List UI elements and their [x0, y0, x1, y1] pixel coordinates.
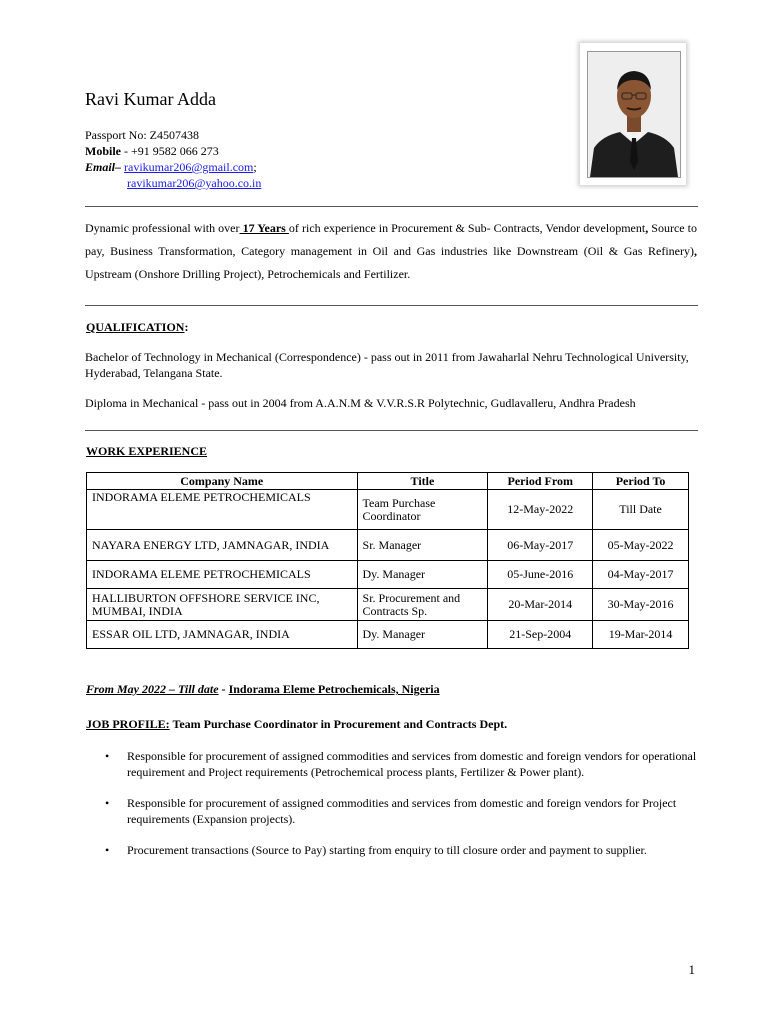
period-from-cell: 21-Sep-2004 [488, 621, 593, 649]
summary-text: Source to pay, Business Transformation, Category management in Oil and Gas industries like Downstream (Oil & Gas Refinery) [85, 221, 697, 258]
period-to-cell: Till Date [593, 490, 689, 530]
qualification-item: Diploma in Mechanical - pass out in 2004 from A.A.N.M & V.V.R.S.R Polytechnic, Gudlavalleru, Andhra Pradesh [85, 396, 636, 410]
email-link-yahoo[interactable]: ravikumar206@yahoo.co.in [127, 176, 262, 190]
divider [85, 206, 698, 207]
divider [85, 430, 698, 431]
table-header-row [87, 473, 689, 490]
column-header: Period From [488, 473, 593, 490]
table-row [87, 561, 689, 589]
company-cell: INDORAMA ELEME PETROCHEMICALS [87, 490, 358, 530]
company-cell: HALLIBURTON OFFSHORE SERVICE INC, MUMBAI, INDIA [87, 589, 358, 621]
page-number: 1 [688, 962, 695, 977]
company-cell: ESSAR OIL LTD, JAMNAGAR, INDIA [87, 621, 358, 649]
mobile-label: Mobile [85, 144, 121, 158]
email-label: Email– [85, 160, 122, 174]
email-line [85, 160, 257, 175]
passport-number: Passport No: Z4507438 [85, 128, 199, 142]
candidate-name: Ravi Kumar Adda [85, 89, 216, 109]
responsibility-list [105, 748, 705, 873]
table-row [87, 530, 689, 561]
period-from-cell: 05-June-2016 [488, 561, 593, 589]
company-cell: NAYARA ENERGY LTD, JAMNAGAR, INDIA [87, 530, 358, 561]
divider [85, 305, 698, 306]
title-cell: Team Purchase Coordinator [357, 490, 488, 530]
period-from-cell: 06-May-2017 [488, 530, 593, 561]
summary-text: of rich experience in Procurement & Sub- Contracts, Vendor development [288, 221, 646, 235]
portrait-icon [588, 52, 680, 177]
qualification-colon: : [184, 320, 189, 334]
current-role-separator: - [218, 682, 229, 696]
qualification-heading [86, 320, 188, 335]
title-cell: Sr. Manager [357, 530, 488, 561]
profile-photo [587, 51, 681, 178]
mobile-value: - +91 9582 066 273 [121, 144, 219, 158]
period-to-cell: 04-May-2017 [593, 561, 689, 589]
job-profile-label: JOB PROFILE: [86, 717, 170, 731]
period-from-cell: 12-May-2022 [488, 490, 593, 530]
title-cell: Sr. Procurement and Contracts Sp. [357, 589, 488, 621]
list-item: • Responsible for procurement of assigned commodities and services from domestic and foreign vendors for Project requirements (Expansion projects). [105, 795, 705, 827]
current-role-company: Indorama Eleme Petrochemicals, Nigeria [228, 682, 440, 696]
job-profile-line [86, 717, 507, 732]
company-cell: INDORAMA ELEME PETROCHEMICALS [87, 561, 358, 589]
current-role-period: From May 2022 – Till date [86, 682, 219, 696]
title-cell: Dy. Manager [357, 621, 488, 649]
period-to-cell: 30-May-2016 [593, 589, 689, 621]
summary-text: Dynamic professional with over [85, 221, 240, 235]
email-line-2 [127, 176, 261, 191]
table-row [87, 490, 689, 530]
mobile-line [85, 144, 219, 159]
work-experience-heading: WORK EXPERIENCE [86, 444, 208, 458]
list-item: • Procurement transactions (Source to Pay) starting from enquiry to till closure order and payment to supplier. [105, 842, 705, 858]
professional-summary [85, 217, 697, 286]
summary-comma: , [645, 221, 649, 235]
period-to-cell: 19-Mar-2014 [593, 621, 689, 649]
column-header: Period To [593, 473, 689, 490]
title-cell: Dy. Manager [357, 561, 488, 589]
summary-comma: , [694, 244, 697, 258]
current-role-period-line [86, 682, 440, 697]
work-experience-table [86, 472, 689, 649]
summary-text: Upstream (Onshore Drilling Project), Petrochemicals and Fertilizer. [85, 267, 411, 281]
list-item: • Responsible for procurement of assigned commodities and services from domestic and foreign vendors for operational requirement and Project requirements (Petrochemical process plants, Fertilizer & Power plant). [105, 748, 705, 780]
qualification-item: Bachelor of Technology in Mechanical (Correspondence) - pass out in 2011 from Jawaharlal Nehru Technological University, Hyderabad, Telangana State. [85, 350, 689, 380]
column-header: Title [357, 473, 488, 490]
column-header: Company Name [87, 473, 358, 490]
job-profile-value: Team Purchase Coordinator in Procurement and Contracts Dept. [169, 717, 508, 731]
period-from-cell: 20-Mar-2014 [488, 589, 593, 621]
summary-years: 17 Years [239, 221, 289, 235]
profile-photo-frame [580, 43, 686, 185]
email-separator: ; [253, 160, 257, 174]
period-to-cell: 05-May-2022 [593, 530, 689, 561]
table-row [87, 621, 689, 649]
qualification-heading-text: QUALIFICATION [86, 320, 185, 334]
email-link-gmail[interactable]: ravikumar206@gmail.com [124, 160, 254, 174]
table-row [87, 589, 689, 621]
